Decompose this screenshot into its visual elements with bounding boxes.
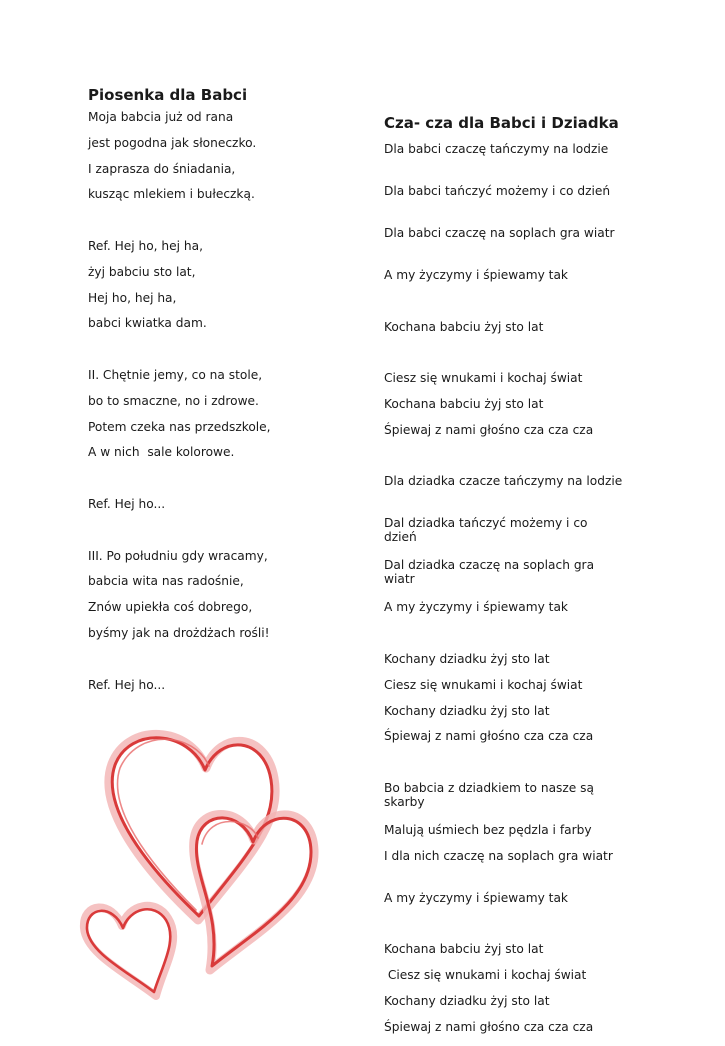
lyric-line: Kochana babciu żyj sto lat: [384, 396, 544, 411]
lyric-line: kusząc mlekiem i bułeczką.: [88, 187, 255, 202]
lyric-line: Malują uśmiech bez pędzla i farby: [384, 822, 592, 837]
right-song-title: Cza- cza dla Babci i Dziadka: [384, 114, 619, 132]
lyric-line: Kochana babciu żyj sto lat: [384, 319, 544, 334]
blank-line: [384, 294, 684, 320]
blank-line: [384, 755, 684, 781]
blank-line: [88, 342, 348, 368]
lyric-line: Śpiewaj z nami głośno cza cza cza: [384, 1019, 594, 1034]
blank-line: [88, 652, 348, 678]
small-heart-icon: [84, 906, 173, 996]
lyric-line: Śpiewaj z nami głośno cza cza cza: [384, 729, 594, 744]
lyric-line: Ref. Hej ho, hej ha,: [88, 238, 203, 253]
lyric-line: Ciesz się wnukami i kochaj świat: [384, 677, 583, 692]
lyric-line: Ref. Hej ho...: [88, 496, 166, 511]
lyric-line: Dla babci tańczyć możemy i co dzień: [384, 184, 611, 198]
lyric-line: Kochany dziadku żyj sto lat: [384, 651, 550, 666]
lyric-line: Kochany dziadku żyj sto lat: [384, 993, 550, 1008]
lyric-line: A my życzymy i śpiewamy tak: [384, 268, 568, 282]
lyric-line: Dla babci czaczę tańczymy na lodzie: [384, 142, 609, 156]
lyric-line: Ciesz się wnukami i kochaj świat: [384, 968, 587, 983]
lyric-line: Kochany dziadku żyj sto lat: [384, 703, 550, 718]
blank-line: [384, 345, 684, 371]
lyric-line: bo to smaczne, no i zdrowe.: [88, 393, 259, 408]
lyric-line: Bo babcia z dziadkiem to nasze są skarby: [384, 780, 594, 809]
lyric-line: A my życzymy i śpiewamy tak: [384, 890, 568, 905]
left-song: [88, 86, 348, 703]
lyric-line: I dla nich czaczę na soplach gra wiatr: [384, 848, 613, 863]
lyric-line: babci kwiatka dam.: [88, 316, 207, 331]
lyric-line: Ref. Hej ho...: [88, 677, 166, 692]
blank-line: [384, 449, 684, 475]
lyric-line: Dal dziadka czaczę na soplach gra wiatr: [384, 558, 595, 587]
lyric-line: Kochana babciu żyj sto lat: [384, 942, 544, 957]
lyric-line: Śpiewaj z nami głośno cza cza cza: [384, 422, 594, 437]
lyric-line: żyj babciu sto lat,: [88, 264, 196, 279]
blank-line: [88, 523, 348, 549]
lyric-line: Dal dziadka tańczyć możemy i co dzień: [384, 516, 588, 545]
blank-line: [88, 471, 348, 497]
lyric-line: I zaprasza do śniadania,: [88, 161, 236, 176]
right-song-lyrics: [384, 142, 684, 1046]
lyric-line: A my życzymy i śpiewamy tak: [384, 600, 568, 615]
lyric-line: Moja babcia już od rana: [88, 110, 234, 124]
lyric-line: Hej ho, hej ha,: [88, 290, 177, 305]
three-hearts-icon: [78, 720, 340, 1000]
lyric-line: byśmy jak na drożdżach rośli!: [88, 625, 270, 640]
blank-line: [384, 917, 684, 943]
lyric-line: Dla dziadka czacze tańczymy na lodzie: [384, 474, 623, 489]
lyric-line: Ciesz się wnukami i kochaj świat: [384, 371, 583, 386]
left-song-title: Piosenka dla Babci: [88, 86, 248, 104]
lyric-line: II. Chętnie jemy, co na stole,: [88, 367, 263, 382]
blank-line: [88, 213, 348, 239]
lyric-line: A w nich sale kolorowe.: [88, 445, 235, 460]
blank-line: [384, 626, 684, 652]
lyric-line: Znów upiekła coś dobrego,: [88, 600, 253, 615]
left-song-lyrics: [88, 110, 348, 703]
right-song: [384, 114, 684, 1046]
lyric-line: jest pogodna jak słoneczko.: [88, 135, 257, 150]
lyric-line: Dla babci czaczę na soplach gra wiatr: [384, 226, 615, 240]
lyric-line: III. Po południu gdy wracamy,: [88, 548, 268, 563]
right-heart-icon: [194, 815, 314, 971]
lyric-line: babcia wita nas radośnie,: [88, 574, 244, 589]
lyric-line: Potem czeka nas przedszkole,: [88, 419, 271, 434]
